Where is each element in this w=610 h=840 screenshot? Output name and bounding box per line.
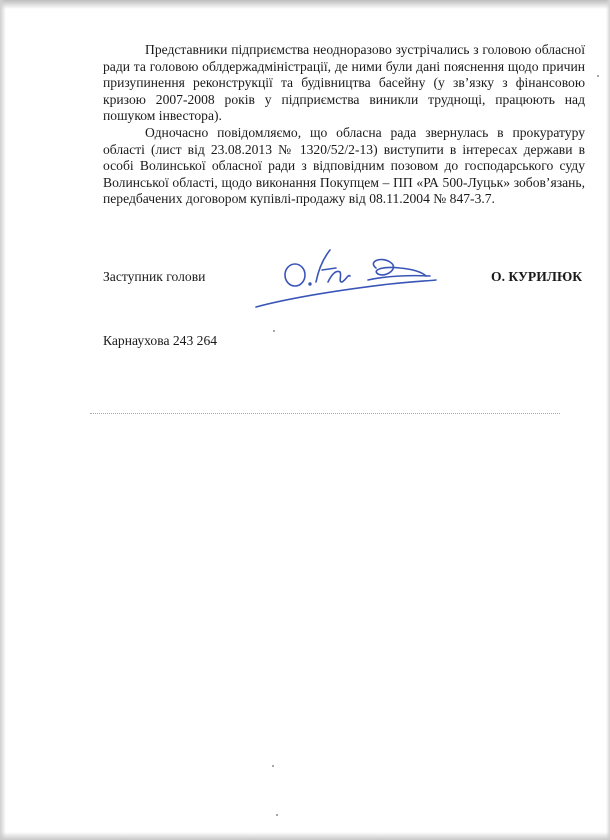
scan-speck: [597, 75, 599, 77]
handwritten-signature: [250, 232, 440, 312]
scan-speck: [273, 330, 275, 332]
scan-fold-line: [90, 413, 560, 414]
scan-bottom-edge: [0, 832, 610, 840]
signatory-position: Заступник голови: [103, 269, 206, 284]
letter-paragraph-2: Одночасно повідомляємо, що обласна рада звернулась в прокуратуру області (лист від 23.08.2013 № 1320/52/2-13) виступити в інтересах держави в особі Волинської обласної ради з відповідним позовом до господарського суду Волинської області, щодо виконання Покупцем – ПП «РА 500-Луцьк» зобов’язань, передбачених договором купівлі-продажу від 08.11.2004 № 847-3.7.: [103, 124, 585, 207]
scan-top-edge: [0, 0, 610, 9]
scan-speck: [276, 814, 278, 816]
letter-paragraph-1: Представники підприємства неодноразово зустрічались з головою обласної ради та головою облдержадміністрації, де ними були дані пояснення щодо причин призупинення реконструкції та будівництва басейну (у зв’язку з фінансовою кризою 2007-2008 років у підприємства виникли труднощі, працюють над пошуком інвестора).: [103, 42, 585, 124]
scan-left-edge: [0, 0, 6, 840]
letter-body: [103, 42, 585, 208]
signatory-name: О. КУРИЛЮК: [491, 269, 583, 284]
scan-speck: [272, 765, 274, 767]
scan-right-edge: [606, 0, 610, 840]
executor-contact: Карнаухова 243 264: [103, 333, 218, 348]
